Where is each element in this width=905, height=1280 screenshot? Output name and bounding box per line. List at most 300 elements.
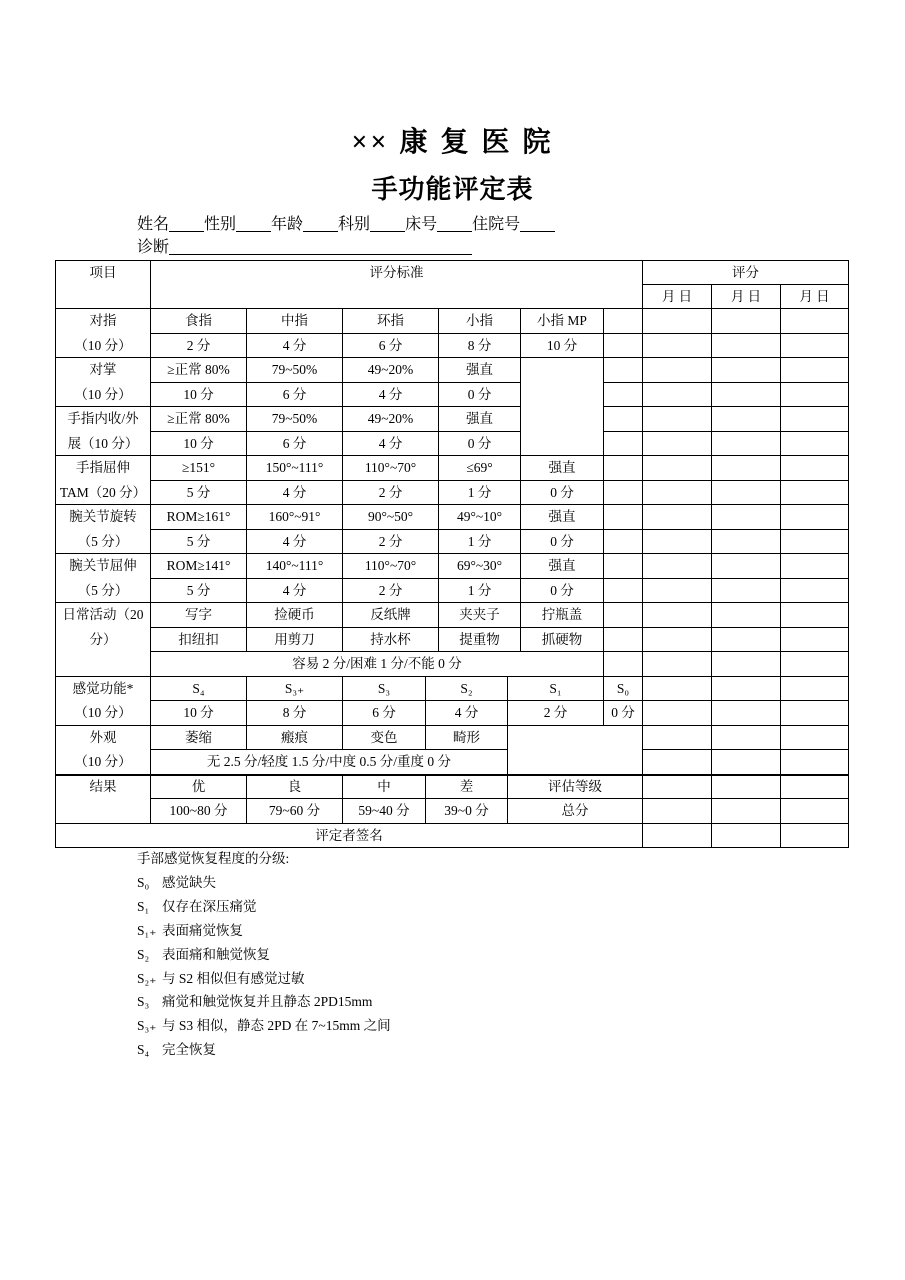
result-criteria-text: 良 — [287, 778, 302, 794]
sensory-function-points-text: 10 分 — [183, 705, 214, 720]
score-entry-cell — [643, 554, 712, 579]
sensory-grade-item — [137, 871, 391, 895]
score-entry-cell — [643, 358, 712, 383]
field-label-name: 姓名 — [137, 216, 170, 233]
score-entry-cell — [781, 701, 849, 726]
sensory-function-criteria — [151, 677, 247, 702]
finger-adduction-abduction-criteria — [247, 407, 343, 432]
wrist-flexion-extension-points-text: 1 分 — [467, 582, 492, 598]
palm-opposition-criteria — [247, 358, 343, 383]
score-entry-cell — [712, 775, 781, 800]
blank-cell — [604, 579, 643, 604]
score-entry-cell — [712, 750, 781, 775]
score-entry-cell — [643, 652, 712, 677]
sensory-function-criteria-text: S₄ — [192, 680, 205, 696]
wrist-flexion-extension-label-text: （5 分） — [77, 582, 129, 598]
field-label-sex: 性别 — [204, 216, 237, 233]
finger-opposition-label-text: 对指 — [89, 313, 117, 328]
header-criteria — [151, 261, 643, 309]
daily-activities-criteria-text: 拧瓶盖 — [541, 607, 583, 622]
palm-opposition-criteria-text: 49~20% — [367, 362, 414, 377]
sensory-function-criteria-text: S₁ — [549, 680, 562, 696]
bed-number-field-line — [437, 231, 472, 232]
finger-flexion-extension-criteria-text: 150°~111° — [265, 460, 324, 475]
score-entry-cell — [712, 309, 781, 334]
score-entry-cell — [781, 456, 849, 481]
finger-opposition-points — [439, 334, 521, 359]
wrist-rotation-criteria — [343, 505, 439, 530]
result-criteria-text: 评估等级 — [548, 778, 602, 794]
finger-adduction-abduction-points — [247, 432, 343, 457]
department-field-line — [370, 231, 405, 232]
sensory-grade-description: 与 S2 相似但有感觉过敏 — [162, 970, 305, 986]
score-entry-cell — [781, 530, 849, 555]
finger-adduction-abduction-criteria-text: ≥正常 80% — [167, 411, 230, 426]
sensory-function-criteria — [426, 677, 508, 702]
finger-adduction-abduction-points-text: 10 分 — [183, 435, 214, 451]
appearance-criteria — [343, 726, 426, 751]
sensory-function-criteria-text: S₂ — [460, 680, 473, 696]
palm-opposition-criteria — [439, 358, 521, 383]
palm-opposition-points-text: 4 分 — [378, 386, 403, 402]
sensory-function-points-text: 2 分 — [543, 705, 568, 720]
appearance-points — [151, 750, 508, 775]
finger-opposition-criteria-text: 环指 — [377, 313, 404, 328]
finger-opposition-label-text: （10 分） — [74, 337, 132, 353]
appearance-criteria-text: 变色 — [370, 729, 398, 745]
daily-activities-criteria-text: 抓硬物 — [541, 631, 583, 647]
sensory-grading-heading: 手部感觉恢复程度的分级: — [137, 851, 290, 866]
evaluator-signature-label-text: 评定者签名 — [315, 827, 383, 843]
daily-activities-label-text: 日常活动（20 — [62, 607, 144, 622]
result-points — [343, 799, 426, 824]
wrist-flexion-extension-criteria — [343, 554, 439, 579]
wrist-flexion-extension-points — [439, 579, 521, 604]
wrist-flexion-extension-points — [247, 579, 343, 604]
finger-opposition-points-text: 2 分 — [186, 337, 211, 353]
form-title: 手功能评定表 — [371, 175, 534, 204]
header-date — [781, 285, 849, 309]
appearance-label — [56, 726, 151, 775]
wrist-rotation-criteria-text: ROM≥161° — [166, 509, 231, 524]
blank-cell — [604, 456, 643, 481]
field-label-age: 年龄 — [271, 216, 304, 233]
score-entry-cell — [781, 824, 849, 849]
score-entry-cell — [643, 701, 712, 726]
daily-activities-criteria — [439, 628, 521, 653]
hand-function-evaluation-table — [55, 260, 849, 848]
score-entry-cell — [643, 334, 712, 359]
palm-opposition-criteria-text: 强直 — [466, 362, 493, 377]
appearance-points-text: 无 2.5 分/轻度 1.5 分/中度 0.5 分/重度 0 分 — [206, 754, 452, 769]
finger-opposition-points-text: 6 分 — [378, 337, 403, 353]
sensory-grade-code: S₂ — [137, 946, 150, 962]
score-entry-cell — [643, 456, 712, 481]
score-entry-cell — [781, 309, 849, 334]
finger-flexion-extension-criteria-text: ≤69° — [466, 460, 493, 475]
wrist-rotation-points — [439, 530, 521, 555]
daily-activities-criteria-text: 扣纽扣 — [178, 631, 219, 647]
sensory-function-points-text: 8 分 — [282, 705, 307, 720]
wrist-flexion-extension-points-text: 5 分 — [186, 582, 211, 598]
wrist-flexion-extension-points — [151, 579, 247, 604]
finger-opposition-criteria-text: 中指 — [281, 313, 308, 328]
sensory-function-points-text: 6 分 — [372, 705, 396, 720]
sensory-function-points-text: 4 分 — [454, 705, 479, 720]
result-criteria — [343, 775, 426, 800]
finger-opposition-criteria — [247, 309, 343, 334]
score-entry-cell — [781, 726, 849, 751]
wrist-flexion-extension-label — [56, 554, 151, 603]
score-entry-cell — [643, 505, 712, 530]
sensory-function-criteria — [508, 677, 604, 702]
header-score-text: 评分 — [732, 265, 759, 280]
palm-opposition-criteria — [343, 358, 439, 383]
finger-opposition-criteria — [439, 309, 521, 334]
score-entry-cell — [781, 652, 849, 677]
score-entry-cell — [643, 309, 712, 334]
appearance-criteria-text: 畸形 — [453, 729, 480, 745]
admission-number-field-line — [520, 231, 555, 232]
palm-opposition-label-text: 对掌 — [89, 362, 117, 377]
sensory-grade-description: 表面痛觉恢复 — [162, 922, 243, 938]
finger-opposition-criteria-text: 食指 — [185, 313, 212, 328]
wrist-rotation-label — [56, 505, 151, 554]
diagnosis-label: 诊断 — [137, 239, 170, 256]
wrist-flexion-extension-points-text: 2 分 — [378, 582, 403, 598]
score-entry-cell — [643, 530, 712, 555]
header-item — [56, 261, 151, 309]
finger-flexion-extension-criteria-text: 110°~70° — [364, 460, 417, 475]
wrist-rotation-points-text: 5 分 — [186, 533, 211, 549]
wrist-rotation-criteria-text: 90°~50° — [367, 509, 414, 524]
wrist-rotation-points — [247, 530, 343, 555]
palm-opposition-points-text: 10 分 — [183, 386, 214, 402]
wrist-rotation-points — [343, 530, 439, 555]
sensory-grade-code: S₃ — [137, 994, 150, 1010]
sensory-function-points-text: 0 分 — [611, 705, 635, 720]
finger-opposition-points-text: 10 分 — [546, 337, 578, 353]
sensory-grade-code: S₀ — [137, 874, 150, 890]
score-entry-cell — [781, 677, 849, 702]
sensory-grade-item — [137, 919, 391, 943]
score-entry-cell — [712, 358, 781, 383]
sensory-function-criteria-text: S₃₊ — [284, 680, 305, 696]
finger-flexion-extension-points — [343, 481, 439, 506]
score-entry-cell — [781, 775, 849, 800]
finger-adduction-abduction-points — [151, 432, 247, 457]
score-entry-cell — [781, 554, 849, 579]
header-item-text: 项目 — [89, 265, 117, 280]
score-entry-cell — [712, 652, 781, 677]
sensory-grade-description: 表面痛和触觉恢复 — [162, 946, 270, 962]
result-points — [508, 799, 643, 824]
score-entry-cell — [712, 579, 781, 604]
finger-adduction-abduction-points-text: 4 分 — [378, 435, 403, 451]
sensory-function-points — [151, 701, 247, 726]
finger-opposition-label — [56, 309, 151, 358]
score-entry-cell — [712, 554, 781, 579]
blank-cell — [604, 358, 643, 383]
finger-adduction-abduction-criteria-text: 强直 — [466, 411, 493, 426]
wrist-rotation-points — [521, 530, 604, 555]
age-field-line — [303, 231, 338, 232]
section-divider — [55, 775, 849, 776]
daily-activities-criteria — [151, 628, 247, 653]
finger-flexion-extension-points-text: 2 分 — [378, 484, 403, 500]
appearance-criteria — [247, 726, 343, 751]
wrist-rotation-label-text: （5 分） — [77, 533, 129, 549]
palm-opposition-label-text: （10 分） — [74, 386, 132, 402]
daily-activities-criteria — [343, 603, 439, 628]
result-label — [56, 775, 151, 824]
sensory-function-points — [426, 701, 508, 726]
blank-cell — [604, 652, 643, 677]
daily-activities-label — [56, 603, 151, 677]
finger-opposition-points — [151, 334, 247, 359]
score-entry-cell — [643, 383, 712, 408]
result-criteria-text: 差 — [459, 778, 474, 794]
sensory-function-label-text: （10 分） — [74, 705, 132, 720]
result-criteria — [247, 775, 343, 800]
daily-activities-criteria-text: 持水杯 — [370, 631, 411, 647]
wrist-flexion-extension-criteria-text: 110°~70° — [364, 558, 417, 573]
finger-adduction-abduction-criteria — [151, 407, 247, 432]
finger-adduction-abduction-criteria-text: 49~20% — [367, 411, 414, 426]
result-points — [247, 799, 343, 824]
daily-activities-criteria-text: 夹夹子 — [459, 607, 500, 622]
sensory-grade-description: 感觉缺失 — [162, 874, 216, 890]
palm-opposition-points — [151, 383, 247, 408]
daily-activities-criteria — [247, 628, 343, 653]
score-entry-cell — [781, 603, 849, 628]
sensory-grading-notes — [137, 847, 391, 1062]
sensory-grade-code: S₂₊ — [137, 970, 157, 986]
score-entry-cell — [712, 481, 781, 506]
sensory-function-criteria — [343, 677, 426, 702]
result-criteria-text: 中 — [377, 778, 391, 794]
score-entry-cell — [643, 481, 712, 506]
score-entry-cell — [643, 432, 712, 457]
sensory-grade-description: 痛觉和触觉恢复并且静态 2PD15mm — [162, 994, 373, 1010]
finger-opposition-points — [343, 334, 439, 359]
score-entry-cell — [781, 432, 849, 457]
wrist-rotation-points-text: 0 分 — [550, 533, 574, 549]
score-entry-cell — [712, 407, 781, 432]
blank-cell — [508, 726, 643, 775]
wrist-rotation-criteria — [521, 505, 604, 530]
name-field-line — [169, 231, 204, 232]
result-points-text: 100~80 分 — [169, 803, 228, 818]
sensory-function-label-text: 感觉功能* — [72, 680, 134, 696]
header-score — [643, 261, 849, 285]
daily-activities-criteria — [439, 603, 521, 628]
sensory-function-criteria — [247, 677, 343, 702]
score-entry-cell — [712, 383, 781, 408]
sensory-grade-item — [137, 990, 391, 1014]
finger-opposition-criteria-text: 小指 — [466, 313, 493, 328]
score-entry-cell — [712, 726, 781, 751]
sensory-grade-item — [137, 943, 391, 967]
blank-cell — [604, 407, 643, 432]
sensory-grade-description: 与 S3 相似，静态 2PD 在 7~15mm 之间 — [162, 1018, 391, 1034]
header-date-text: 月 日 — [799, 289, 830, 304]
blank-cell — [604, 530, 643, 555]
score-entry-cell — [643, 799, 712, 824]
sensory-function-criteria-text: S₀ — [616, 680, 630, 696]
finger-flexion-extension-points-text: 4 分 — [282, 484, 307, 500]
header-date-text: 月 日 — [730, 289, 762, 304]
score-entry-cell — [643, 775, 712, 800]
blank-cell — [604, 628, 643, 653]
wrist-flexion-extension-label-text: 腕关节屈伸 — [69, 558, 137, 573]
result-criteria-text: 优 — [191, 778, 206, 794]
score-entry-cell — [712, 799, 781, 824]
daily-activities-criteria-text: 用剪刀 — [274, 631, 315, 647]
finger-opposition-points-text: 4 分 — [282, 337, 307, 353]
daily-activities-label-text: 分） — [89, 631, 117, 647]
header-criteria-text: 评分标准 — [369, 265, 424, 280]
score-entry-cell — [781, 505, 849, 530]
sex-field-line — [236, 231, 271, 232]
finger-flexion-extension-points — [151, 481, 247, 506]
score-entry-cell — [781, 750, 849, 775]
wrist-rotation-points-text: 2 分 — [378, 533, 403, 549]
wrist-rotation-points-text: 1 分 — [467, 533, 492, 549]
sensory-grade-item — [137, 895, 391, 919]
finger-flexion-extension-points — [247, 481, 343, 506]
score-entry-cell — [781, 628, 849, 653]
score-entry-cell — [712, 530, 781, 555]
finger-flexion-extension-label — [56, 456, 151, 505]
score-entry-cell — [643, 677, 712, 702]
score-entry-cell — [781, 383, 849, 408]
header-date — [643, 285, 712, 309]
daily-activities-criteria-text: 写字 — [185, 607, 212, 622]
finger-flexion-extension-points-text: 5 分 — [186, 484, 211, 500]
sensory-function-label — [56, 677, 151, 726]
score-entry-cell — [781, 358, 849, 383]
finger-flexion-extension-points-text: 1 分 — [467, 484, 492, 500]
result-points — [151, 799, 247, 824]
sensory-function-criteria-text: S₃ — [377, 680, 391, 696]
blank-cell — [604, 309, 643, 334]
wrist-flexion-extension-points — [343, 579, 439, 604]
wrist-rotation-criteria — [247, 505, 343, 530]
finger-flexion-extension-criteria — [521, 456, 604, 481]
sensory-function-points — [247, 701, 343, 726]
header-date-text: 月 日 — [661, 289, 693, 304]
blank-cell — [604, 334, 643, 359]
result-points-text: 总分 — [561, 803, 589, 818]
result-criteria — [151, 775, 247, 800]
appearance-criteria — [426, 726, 508, 751]
score-entry-cell — [781, 407, 849, 432]
patient-info-line — [137, 214, 555, 236]
score-entry-cell — [781, 481, 849, 506]
sensory-grade-description: 完全恢复 — [162, 1042, 216, 1058]
sensory-grade-code: S₁ — [137, 898, 150, 914]
finger-flexion-extension-points — [439, 481, 521, 506]
finger-flexion-extension-label-text: 手指屈伸 — [76, 460, 130, 475]
palm-opposition-points-text: 0 分 — [467, 386, 492, 402]
appearance-label-text: （10 分） — [74, 754, 132, 769]
hospital-title: ×× 康 复 医 院 — [351, 127, 554, 158]
finger-adduction-abduction-label-text: 展（10 分） — [67, 435, 139, 451]
wrist-rotation-criteria — [151, 505, 247, 530]
diagnosis-field-line — [169, 254, 472, 255]
score-entry-cell — [643, 750, 712, 775]
daily-activities-criteria-text: 提重物 — [459, 631, 500, 647]
finger-adduction-abduction-label — [56, 407, 151, 456]
daily-activities-criteria — [343, 628, 439, 653]
score-entry-cell — [643, 579, 712, 604]
result-points-text: 59~40 分 — [358, 803, 410, 818]
daily-activities-criteria-text: 反纸牌 — [370, 607, 411, 622]
finger-flexion-extension-criteria — [247, 456, 343, 481]
blank-cell — [604, 554, 643, 579]
score-entry-cell — [712, 628, 781, 653]
appearance-label-text: 外观 — [89, 729, 117, 745]
wrist-rotation-criteria-text: 160°~91° — [268, 509, 321, 524]
wrist-flexion-extension-points-text: 4 分 — [282, 582, 307, 598]
wrist-flexion-extension-criteria — [151, 554, 247, 579]
sensory-function-criteria — [604, 677, 643, 702]
wrist-flexion-extension-criteria — [439, 554, 521, 579]
finger-flexion-extension-points — [521, 481, 604, 506]
finger-opposition-criteria — [151, 309, 247, 334]
finger-flexion-extension-points-text: 0 分 — [550, 484, 574, 500]
wrist-flexion-extension-points — [521, 579, 604, 604]
diagnosis-line — [137, 237, 472, 259]
score-entry-cell — [643, 407, 712, 432]
blank-cell — [604, 432, 643, 457]
sensory-grade-code: S₁₊ — [137, 922, 157, 938]
sensory-grade-code: S₃₊ — [137, 1018, 157, 1034]
wrist-flexion-extension-criteria-text: ROM≥141° — [166, 558, 231, 573]
field-label-bed-number: 床号 — [405, 216, 438, 233]
wrist-flexion-extension-points-text: 0 分 — [550, 582, 574, 598]
score-entry-cell — [712, 456, 781, 481]
finger-opposition-points — [247, 334, 343, 359]
score-entry-cell — [643, 824, 712, 849]
result-points — [426, 799, 508, 824]
evaluator-signature-label — [56, 824, 643, 849]
finger-opposition-criteria-text: 小指 MP — [537, 313, 587, 328]
finger-flexion-extension-criteria — [343, 456, 439, 481]
finger-adduction-abduction-criteria-text: 79~50% — [271, 411, 318, 426]
result-label-text: 结果 — [89, 778, 117, 794]
score-entry-cell — [712, 603, 781, 628]
sensory-grade-item — [137, 1014, 391, 1038]
score-entry-cell — [643, 603, 712, 628]
score-entry-cell — [712, 432, 781, 457]
wrist-flexion-extension-criteria — [521, 554, 604, 579]
sensory-grade-code: S₄ — [137, 1042, 150, 1058]
finger-adduction-abduction-points — [439, 432, 521, 457]
palm-opposition-criteria-text: ≥正常 80% — [167, 362, 230, 377]
sensory-function-points — [508, 701, 604, 726]
result-points-text: 39~0 分 — [444, 803, 489, 818]
palm-opposition-points — [247, 383, 343, 408]
wrist-rotation-criteria — [439, 505, 521, 530]
finger-adduction-abduction-criteria — [439, 407, 521, 432]
daily-activities-criteria — [521, 628, 604, 653]
appearance-criteria — [151, 726, 247, 751]
finger-adduction-abduction-points — [343, 432, 439, 457]
daily-activities-points — [151, 652, 604, 677]
score-entry-cell — [712, 505, 781, 530]
